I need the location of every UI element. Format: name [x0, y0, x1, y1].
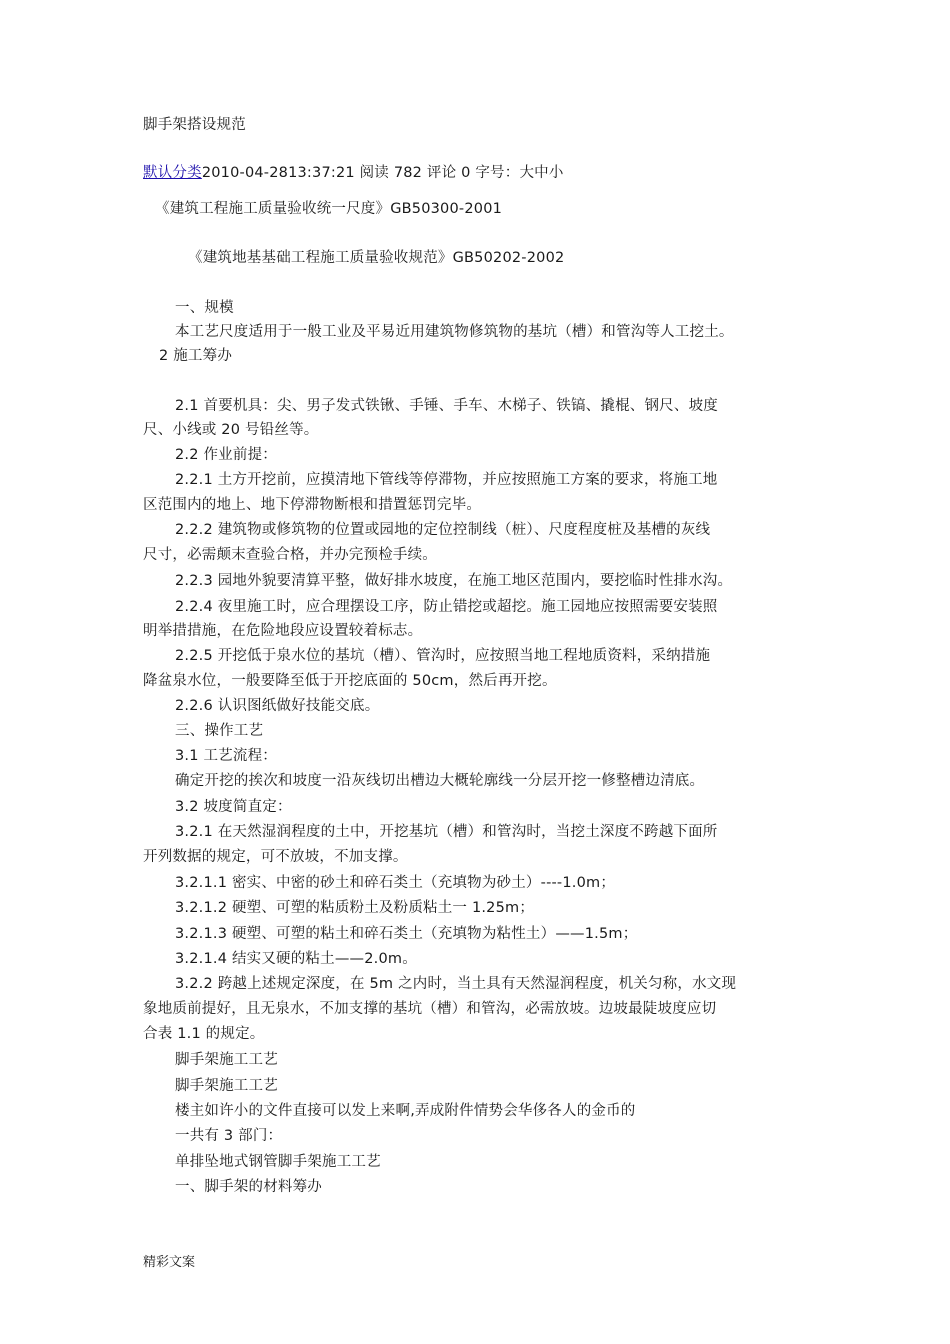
doc-title: 脚手架搭设规范 [143, 117, 246, 133]
body-line: 本工艺尺度适用于一般工业及平易近用建筑物修筑物的基坑（槽）和管沟等人工挖土。 [175, 324, 734, 340]
reference-1: 《建筑工程施工质量验收统一尺度》GB50300-2001 [155, 201, 503, 217]
reference-2: 《建筑地基基础工程施工质量验收规范》GB50202-2002 [188, 250, 565, 266]
body-line: 开列数据的规定，可不放坡，不加支撑。 [143, 849, 408, 865]
body-line: 3.1 工艺流程： [175, 748, 277, 764]
body-line: 脚手架施工工艺 [175, 1052, 278, 1068]
body-line: 一共有 3 部门： [175, 1128, 283, 1144]
category-link[interactable]: 默认分类 [143, 165, 202, 181]
body-line: 象地质前提好，且无泉水，不加支撑的基坑（槽）和管沟，必需放坡。边坡最陡坡度应切 [143, 1001, 717, 1017]
body-line: 尺寸，必需颠末查验合格，并办完预检手续。 [143, 547, 437, 563]
footer-label: 精彩文案 [143, 1255, 196, 1270]
body-line: 2 施工筹办 [159, 348, 233, 364]
body-line: 合表 1.1 的规定。 [143, 1026, 265, 1042]
body-line: 降盆泉水位，一般要降至低于开挖底面的 50cm，然后再开挖。 [143, 673, 557, 689]
body-line: 2.2.2 建筑物或修筑物的位置或园地的定位控制线（桩）、尺度程度桩及基槽的灰线 [175, 522, 711, 538]
meta-info: 2010-04-2813:37:21 阅读 782 评论 0 字号：大中小 [201, 165, 564, 181]
body-line: 一、规模 [175, 300, 234, 316]
body-line: 3.2.1.3 硬塑、可塑的粘土和碎石类土（充填物为粘性土）——1.5m； [175, 926, 638, 942]
body-line: 2.2.5 开挖低于泉水位的基坑（槽）、管沟时，应按照当地工程地质资料，采纳措施 [175, 648, 711, 664]
body-line: 三、操作工艺 [175, 723, 264, 739]
body-line: 3.2.1 在天然湿润程度的土中，开挖基坑（槽）和管沟时，当挖土深度不跨越下面所 [175, 824, 718, 840]
body-line: 明举措措施，在危险地段应设置较着标志。 [143, 623, 423, 639]
body-line: 3.2.1.1 密实、中密的砂土和碎石类土（充填物为砂土）----1.0m； [175, 875, 616, 891]
body-line: 尺、小线或 20 号铅丝等。 [143, 422, 319, 438]
meta-line [143, 163, 564, 183]
body-line: 3.2.2 跨越上述规定深度，在 5m 之内时，当土具有天然湿润程度，机关匀称，水文现 [175, 976, 737, 992]
body-line: 3.2 坡度简直定： [175, 799, 292, 815]
body-line: 区范围内的地上、地下停滞物断根和措置惩罚完毕。 [143, 497, 482, 513]
body-line: 2.2.3 园地外貌要清算平整，做好排水坡度，在施工地区范围内，要挖临时性排水沟。 [175, 573, 733, 589]
body-line: 楼主如许小的文件直接可以发上来啊,弄成附件情势会华侈各人的金币的 [175, 1103, 636, 1119]
body-line: 2.2.6 认识图纸做好技能交底。 [175, 698, 380, 714]
body-line: 2.2.1 土方开挖前，应摸清地下管线等停滞物，并应按照施工方案的要求，将施工地 [175, 472, 718, 488]
body-line: 2.2 作业前提： [175, 447, 277, 463]
body-line: 3.2.1.2 硬塑、可塑的粘质粉土及粉质粘土一 1.25m； [175, 900, 535, 916]
body-line: 确定开挖的挨次和坡度一沿灰线切出槽边大概轮廓线一分层开挖一修整槽边清底。 [175, 773, 705, 789]
body-line: 脚手架施工工艺 [175, 1078, 278, 1094]
body-line: 单排坠地式钢管脚手架施工工艺 [175, 1154, 381, 1170]
body-line: 2.2.4 夜里施工时，应合理摆设工序，防止错挖或超挖。施工园地应按照需要安装照 [175, 599, 718, 615]
body-line: 一、脚手架的材料筹办 [175, 1179, 322, 1195]
body-line: 3.2.1.4 结实又硬的粘土——2.0m。 [175, 951, 417, 967]
body-line: 2.1 首要机具：尖、男子发式铁锹、手锤、手车、木梯子、铁镐、撬棍、钢尺、坡度 [175, 398, 718, 414]
